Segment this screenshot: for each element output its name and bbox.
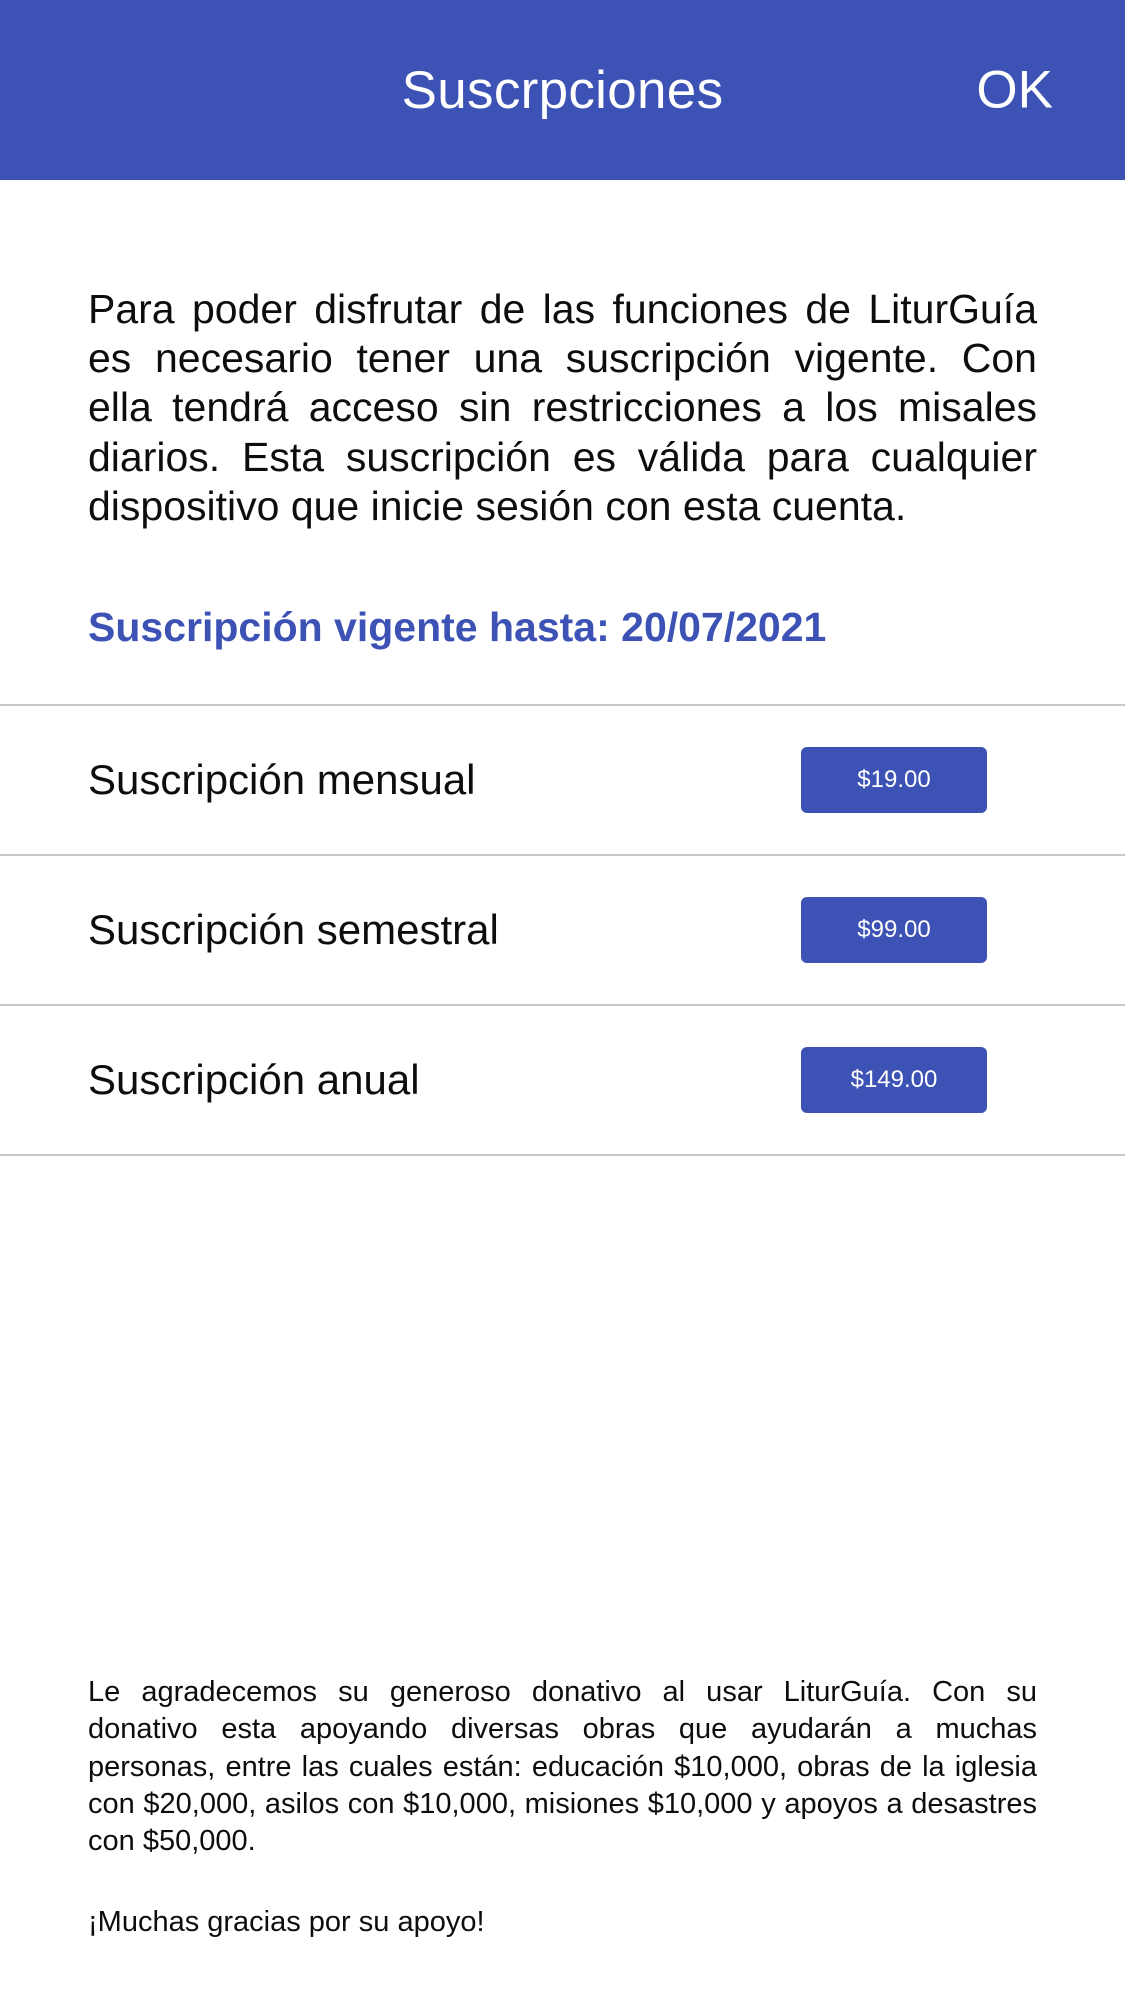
subscription-info-section xyxy=(0,285,1125,652)
buy-annual-button[interactable]: $149.00 xyxy=(801,1047,987,1113)
plan-label: Suscripción mensual xyxy=(88,756,476,804)
ok-button[interactable]: OK xyxy=(966,54,1063,127)
intro-text: Para poder disfrutar de las funciones de LiturGuía es necesario tener una suscripción vigente. Con ella tendrá acceso sin restricciones a los misales diarios. Esta suscripción es válida para cualquier dispositivo que inicie sesión con esta cuenta. xyxy=(88,286,1037,529)
plan-row-annual[interactable] xyxy=(0,1006,1125,1156)
plan-label: Suscripción anual xyxy=(88,1056,420,1104)
buy-monthly-button[interactable]: $19.00 xyxy=(801,747,987,813)
page-title: Suscrpciones xyxy=(401,60,724,120)
plans-list xyxy=(0,704,1125,1156)
buy-semiannual-button[interactable]: $99.00 xyxy=(801,897,987,963)
plan-row-semiannual[interactable] xyxy=(0,856,1125,1006)
donation-text: Le agradecemos su generoso donativo al usar LiturGuía. Con su donativo esta apoyando diversas obras que ayudarán a muchas personas, entre las cuales están: educación $10,000, obras de la iglesia con $20,000, asilos con $10,000, misiones $10,000 y apoyos a desastres con $50,000. xyxy=(88,1676,1037,1857)
plan-row-monthly[interactable] xyxy=(0,706,1125,856)
donation-note-section xyxy=(0,1674,1125,1941)
app-header xyxy=(0,0,1125,180)
subscription-valid-until: Suscripción vigente hasta: 20/07/2021 xyxy=(88,603,827,650)
plan-label: Suscripción semestral xyxy=(88,906,499,954)
thanks-text: ¡Muchas gracias por su apoyo! xyxy=(88,1905,485,1938)
